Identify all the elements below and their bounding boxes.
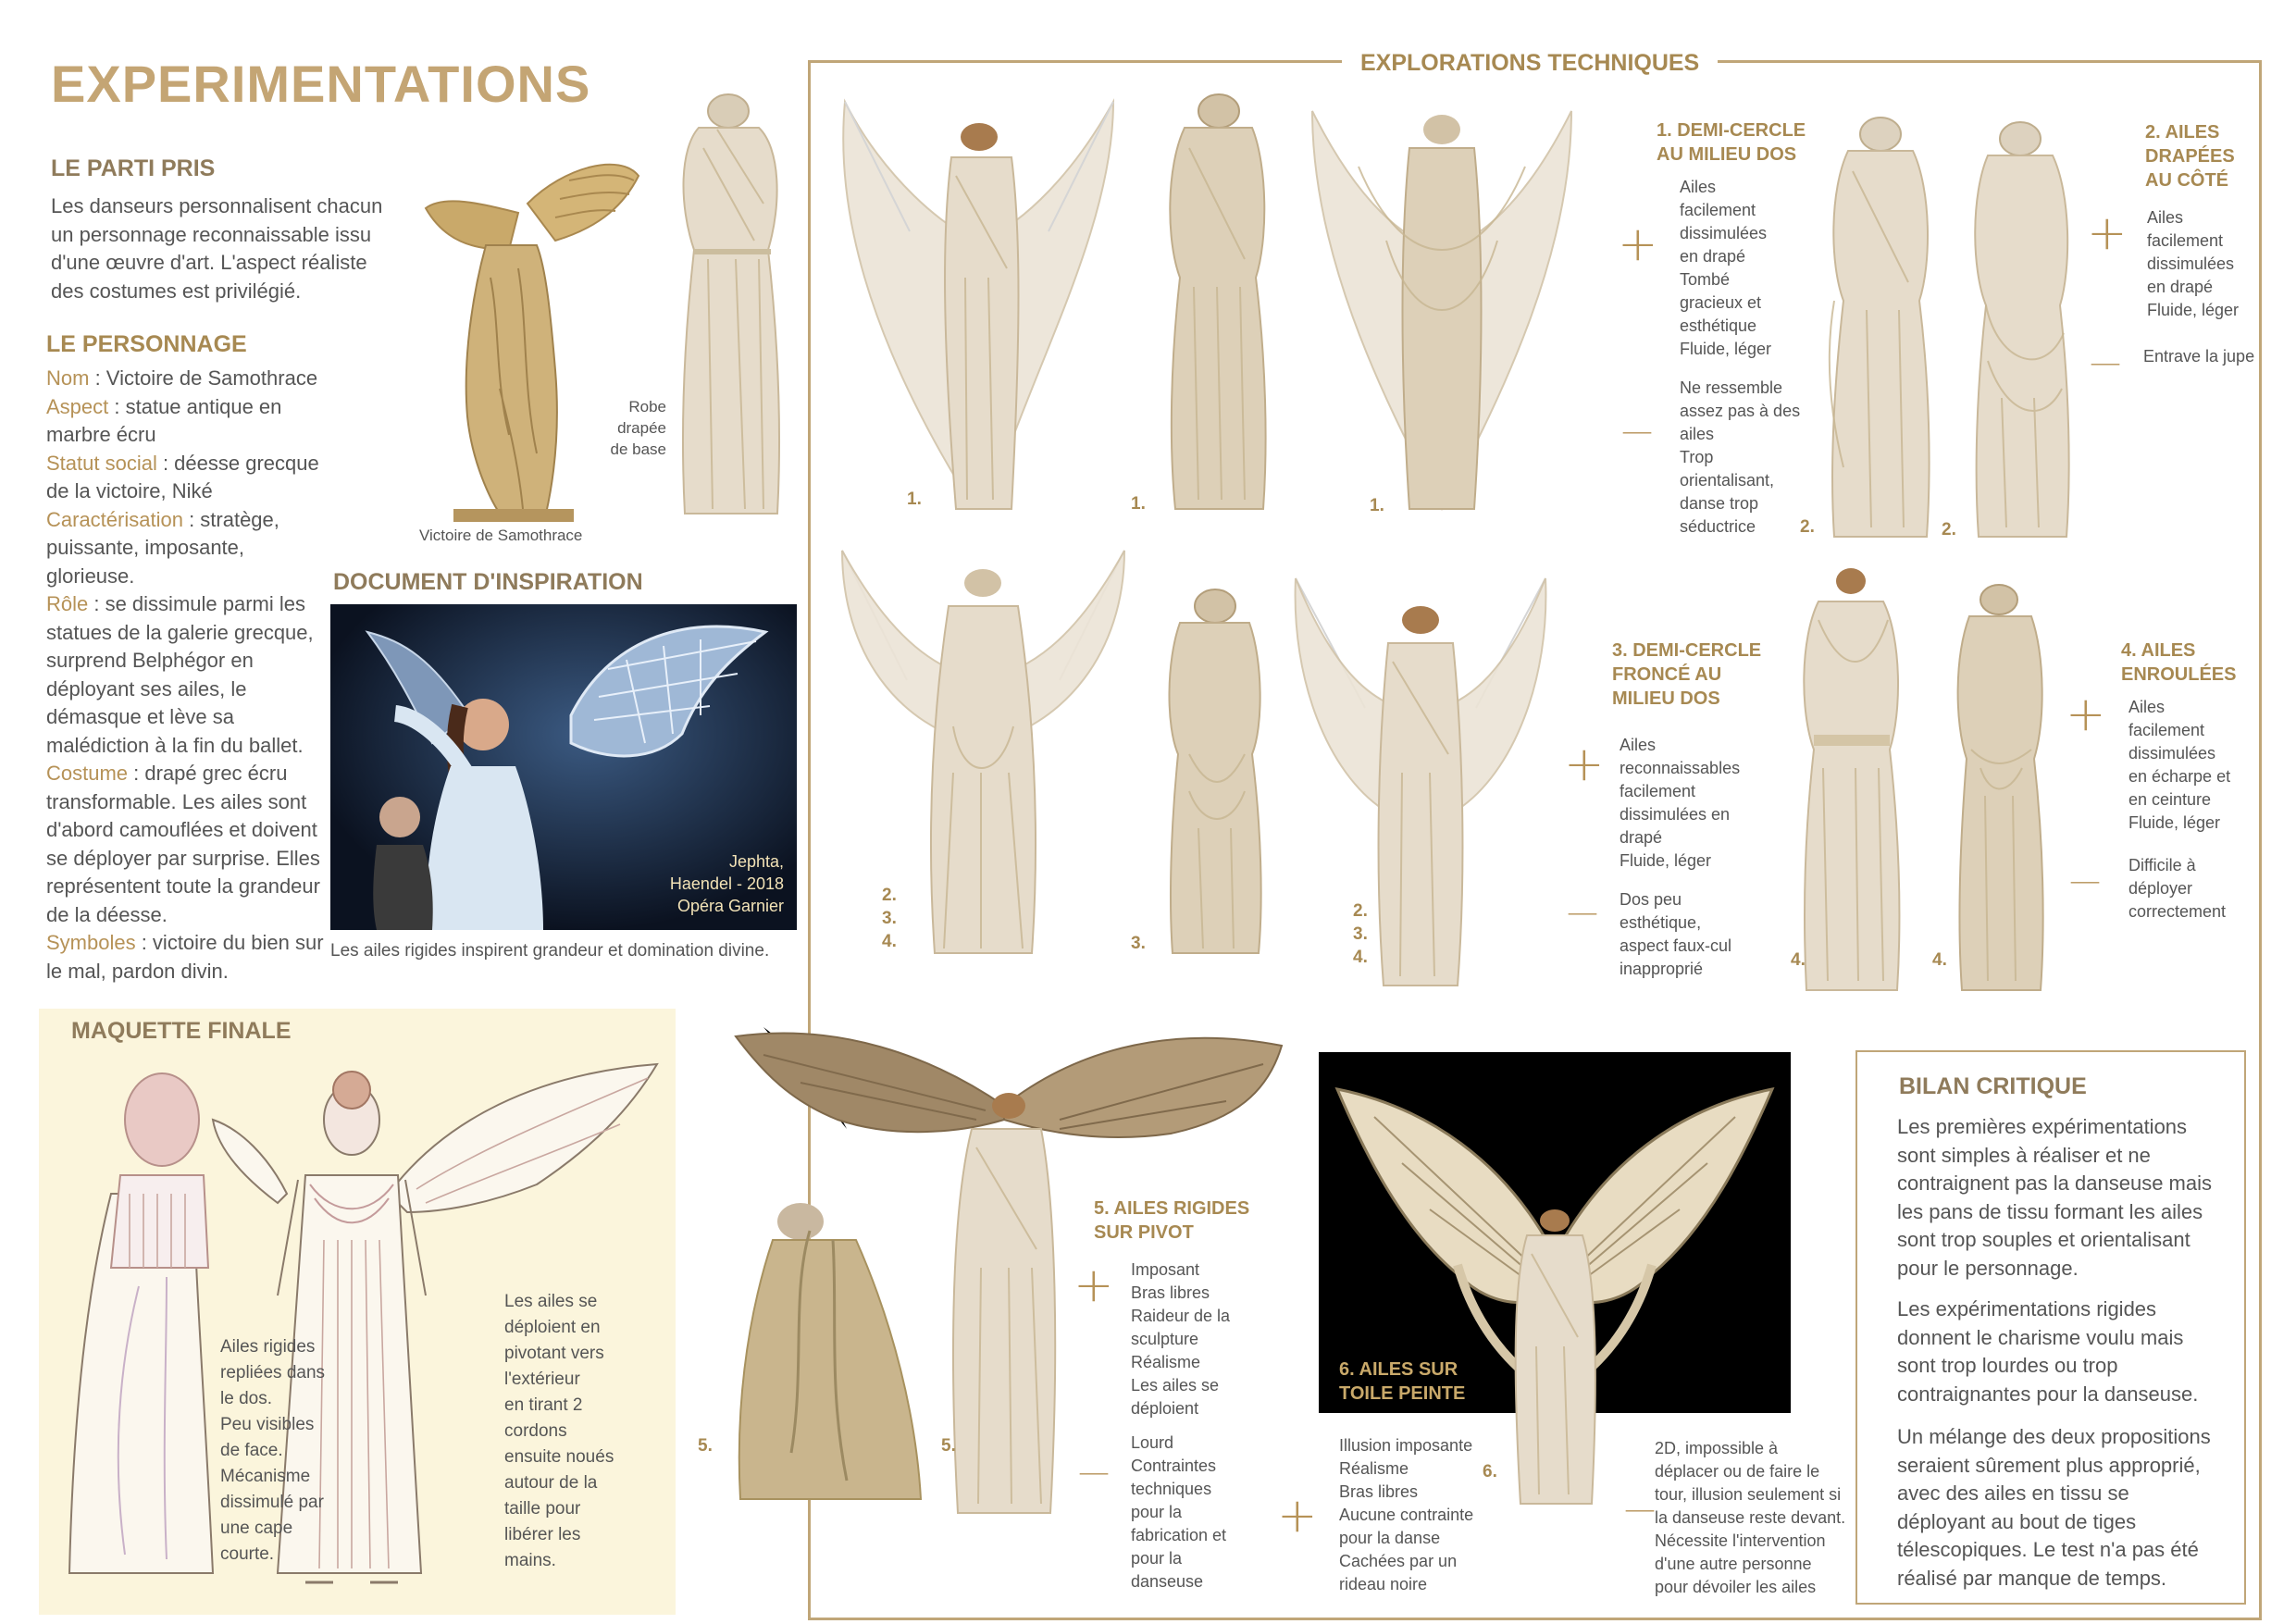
personnage-text-aspect: : statue antique en marbre écru <box>46 394 282 446</box>
personnage-title: LE PERSONNAGE <box>46 331 247 357</box>
statue-caption: Victoire de Samothrace <box>419 527 583 544</box>
parti-pris-title: LE PARTI PRIS <box>51 155 216 181</box>
option4-minus-icon: — <box>2069 862 2101 899</box>
option6-minus-icon: — <box>1624 1491 1656 1528</box>
option6-cons: 2D, impossible à déplacer ou de faire le tour, illusion seulement si la danseuse reste devant. Nécessite l'intervention d'une autre personne pour dévoiler les ailes <box>1655 1439 1846 1596</box>
option1-photo-a <box>826 93 1132 514</box>
inspiration-caption: Les ailes rigides inspirent grandeur et domination divine. <box>330 941 770 961</box>
bilan-paragraph-1: Les premières expérimentations sont simples à réaliser et ne contraignent pas la danseuse mais les pans de tissu formant les ailes sont trop souples et orientalisant pour le personnage. <box>1897 1115 2212 1280</box>
option2-minus-icon: — <box>2090 344 2121 381</box>
personnage-label-aspect: Aspect <box>46 394 109 418</box>
option3-title: 3. DEMI-CERCLE FRONCÉ AU MILIEU DOS <box>1612 640 1762 709</box>
bilan-title: BILAN CRITIQUE <box>1899 1073 2087 1099</box>
parti-pris-text: Les danseurs personnalisent chacun un personnage reconnaissable issu d'une œuvre d'art. L'aspect réaliste des costumes est privilégié. <box>51 194 383 303</box>
photo-number-6: 6. <box>1483 1462 1497 1481</box>
option4-photo-b <box>1943 583 2054 995</box>
photo-number-1a: 1. <box>907 490 922 509</box>
option6-pros: Illusion imposante Réalisme Bras libres Aucune contrainte pour la danse Cachées par un rideau noire <box>1339 1436 1474 1593</box>
bilan-paragraph-3: Un mélange des deux propositions seraient sûrement plus approprié, avec des ailes en tissu se déployant au bout de tiges télescopiques. Le test n'a pas été réalisé par manque de temps. <box>1897 1425 2211 1590</box>
option2-plus-icon: + <box>2087 205 2128 261</box>
personnage-label-role: Rôle <box>46 592 89 615</box>
option5-cons: Lourd Contraintes techniques pour la fabrication et pour la danseuse <box>1131 1433 1227 1591</box>
personnage-label-caracterisation: Caractérisation <box>46 507 183 531</box>
option3-cons: Dos peu esthétique, aspect faux-cul inapproprié <box>1620 890 1732 978</box>
personnage-text-symboles: : victoire du bien sur le mal, pardon divin. <box>46 931 324 983</box>
photo-number-2b: 2. <box>1942 520 1956 539</box>
option2-photo-a <box>1816 116 1945 541</box>
personnage-text-statut: : déesse grecque de la victoire, Niké <box>46 451 319 502</box>
maquette-note-front: Les ailes se déploient en pivotant vers l'extérieur en tirant 2 cordons ensuite noués autour de la taille pour libérer les mains. <box>504 1292 614 1570</box>
personnage-label-nom: Nom <box>46 366 90 390</box>
inspiration-photo-caption: Jephta, Haendel - 2018 Opéra Garnier <box>669 852 784 915</box>
option3-photo-b <box>1152 588 1277 958</box>
personnage-text-costume: : drapé grec écru transformable. Les ailes sont d'abord camouflées et doivent se déployer par surprise. Elles représentent toute la grandeur de la déesse. <box>46 762 320 926</box>
option2-photo-b <box>1960 120 2080 541</box>
photo-number-4a: 4. <box>1791 950 1806 970</box>
option1-photo-b <box>1152 93 1282 514</box>
personnage-text-nom: : Victoire de Samothrace <box>89 366 318 390</box>
page-title: EXPERIMENTATIONS <box>51 55 591 113</box>
option1-pros: Ailes facilement dissimulées en drapé Tombé gracieux et esthétique Fluide, léger <box>1680 178 1772 358</box>
option3-photo-c <box>1282 569 1559 990</box>
option3-pros: Ailes reconnaissables facilement dissimulées en drapé Fluide, léger <box>1620 736 1741 870</box>
option3-minus-icon: — <box>1567 894 1598 931</box>
bilan-paragraph-2: Les expérimentations rigides donnent le charisme voulu mais sont trop lourdes ou trop contraignantes pour la danseuse. <box>1897 1297 2199 1406</box>
option5-title: 5. AILES RIGIDES SUR PIVOT <box>1094 1198 1250 1243</box>
option5-pros: Imposant Bras libres Raideur de la sculpture Réalisme Les ailes se déploient <box>1131 1260 1231 1418</box>
option1-photo-c <box>1303 93 1581 514</box>
option4-pros: Ailes facilement dissimulées en écharpe et en ceinture Fluide, léger <box>2128 698 2231 832</box>
option2-pros: Ailes facilement dissimulées en drapé Fluide, léger <box>2147 208 2240 319</box>
option2-cons: Entrave la jupe <box>2143 347 2255 366</box>
robe-drapee-image <box>662 93 796 523</box>
personnage-text-caracterisation: : stratège, puissante, imposante, glorieuse. <box>46 507 279 588</box>
maquette-note-back: Ailes rigides repliées dans le dos. Peu visibles de face. Mécanisme dissimulé par une cape courte. <box>220 1337 326 1564</box>
photo-number-5b: 5. <box>941 1436 956 1456</box>
option1-plus-icon: + <box>1618 217 1658 272</box>
option4-plus-icon: + <box>2066 687 2106 742</box>
personnage-text-role: : se dissimule parmi les statues de la galerie grecque, surprend Belphégor en déployant ses ailes, le démasque et lève sa malédiction à la fin du ballet. <box>46 592 314 757</box>
option1-cons: Ne ressemble assez pas à des ailes Trop orientalisant, danse trop séductrice <box>1680 378 1801 536</box>
option2-title: 2. AILES DRAPÉES AU CÔTÉ <box>2145 122 2235 191</box>
photo-number-1b: 1. <box>1131 494 1146 514</box>
option3-plus-icon: + <box>1564 737 1605 792</box>
option4-photo-a <box>1786 564 1916 995</box>
personnage-label-statut: Statut social <box>46 451 157 475</box>
personnage-label-costume: Costume <box>46 762 129 785</box>
explorations-title: EXPLORATIONS TECHNIQUES <box>1342 50 1718 77</box>
photo-number-1c: 1. <box>1370 496 1384 515</box>
option3-photo-a <box>824 541 1143 958</box>
option5-plus-icon: + <box>1074 1258 1114 1313</box>
photo-number-234b: 2. 3. 4. <box>1353 901 1368 967</box>
option1-minus-icon: — <box>1621 413 1653 450</box>
photo-number-3: 3. <box>1131 934 1146 953</box>
option4-cons: Difficile à déployer correctement <box>2128 856 2227 921</box>
photo-number-2a: 2. <box>1800 517 1815 537</box>
option1-title: 1. DEMI-CERCLE AU MILIEU DOS <box>1657 120 1806 165</box>
photo-number-5a: 5. <box>698 1436 713 1456</box>
option6-title: 6. AILES SUR TOILE PEINTE <box>1339 1359 1466 1404</box>
photo-number-234a: 2. 3. 4. <box>882 886 897 951</box>
option4-title: 4. AILES ENROULÉES <box>2121 640 2237 685</box>
photo-number-4b: 4. <box>1932 950 1947 970</box>
personnage-label-symboles: Symboles <box>46 931 136 954</box>
inspiration-title: DOCUMENT D'INSPIRATION <box>333 569 643 595</box>
option6-plus-icon: + <box>1277 1488 1318 1543</box>
option5-minus-icon: — <box>1078 1454 1110 1491</box>
inspiration-photo <box>330 604 797 930</box>
maquette-title: MAQUETTE FINALE <box>71 1018 292 1044</box>
robe-caption: Robe drapée de base <box>610 398 666 458</box>
option6-dress <box>1504 1208 1606 1508</box>
statue-image <box>407 157 657 523</box>
personnage-list <box>46 365 324 986</box>
